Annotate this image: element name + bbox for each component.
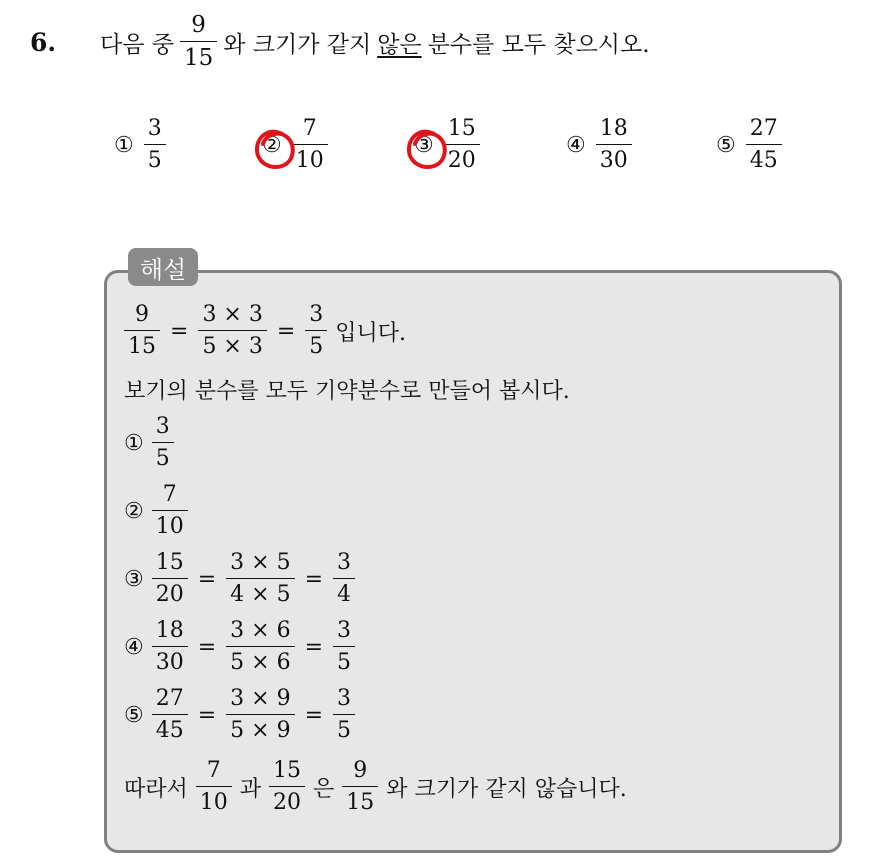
equals-sign: = bbox=[276, 318, 296, 344]
conclusion-text: 와 크기가 같지 않습니다. bbox=[386, 776, 627, 802]
fraction-denominator: 15 bbox=[180, 41, 217, 70]
fraction-denominator: 20 bbox=[269, 786, 305, 814]
fraction-numerator: 15 bbox=[273, 758, 302, 783]
fraction-denominator: 5 bbox=[333, 714, 355, 742]
fraction-numerator: 3 bbox=[337, 686, 352, 711]
fraction-denominator: 5 bbox=[144, 144, 166, 172]
fraction bbox=[152, 620, 188, 674]
fraction bbox=[226, 552, 294, 606]
option-1[interactable] bbox=[114, 118, 166, 172]
option-5[interactable] bbox=[716, 118, 782, 172]
fraction-numerator: 3 × 5 bbox=[230, 550, 291, 575]
row-marker: ① bbox=[124, 430, 144, 456]
fraction-denominator: 15 bbox=[342, 786, 378, 814]
fraction-numerator: 3 bbox=[337, 550, 352, 575]
explanation-row-2 bbox=[124, 484, 188, 538]
fraction-denominator: 15 bbox=[124, 330, 160, 358]
explanation-line-2: 보기의 분수를 모두 기약분수로 만들어 봅시다. bbox=[124, 379, 570, 404]
option-fraction bbox=[596, 118, 632, 172]
explanation-row-3 bbox=[124, 552, 355, 606]
fraction-numerator: 18 bbox=[599, 116, 628, 141]
question-mid: 와 크기가 같지 bbox=[223, 31, 372, 58]
fraction-numerator: 15 bbox=[155, 550, 184, 575]
fraction-numerator: 3 × 6 bbox=[230, 618, 291, 643]
conclusion-text: 은 bbox=[313, 776, 335, 802]
fraction-numerator: 9 bbox=[191, 12, 206, 38]
question-fraction bbox=[180, 14, 217, 70]
fraction bbox=[269, 760, 305, 814]
line-text: 입니다. bbox=[335, 320, 407, 346]
equals-sign: = bbox=[170, 318, 189, 344]
fraction bbox=[196, 760, 232, 814]
red-circle-mark-icon bbox=[252, 126, 298, 172]
fraction-denominator: 20 bbox=[152, 578, 188, 606]
question-underlined: 않은 bbox=[377, 31, 422, 58]
question-text bbox=[100, 14, 650, 70]
fraction-numerator: 3 × 9 bbox=[230, 686, 291, 711]
fraction-denominator: 45 bbox=[746, 144, 782, 172]
row-marker: ④ bbox=[124, 634, 144, 660]
fraction-denominator: 4 × 5 bbox=[226, 578, 294, 606]
fraction bbox=[152, 552, 188, 606]
fraction-numerator: 3 × 3 bbox=[202, 302, 263, 327]
conclusion-text: 과 bbox=[239, 776, 262, 802]
option-marker: ④ bbox=[566, 132, 586, 158]
fraction-numerator: 18 bbox=[155, 618, 184, 643]
fraction bbox=[333, 620, 355, 674]
equals-sign: = bbox=[197, 634, 217, 660]
fraction-numerator: 3 bbox=[337, 618, 352, 643]
fraction-numerator: 15 bbox=[447, 116, 476, 141]
fraction bbox=[198, 304, 266, 358]
fraction-denominator: 5 bbox=[152, 442, 174, 470]
explanation-row-1 bbox=[124, 416, 174, 470]
fraction bbox=[226, 620, 294, 674]
explanation-conclusion bbox=[124, 760, 627, 814]
option-marker: ② bbox=[262, 132, 282, 158]
fraction-denominator: 5 × 3 bbox=[198, 330, 266, 358]
fraction bbox=[226, 688, 294, 742]
row-marker: ③ bbox=[124, 566, 144, 592]
fraction-denominator: 45 bbox=[152, 714, 188, 742]
fraction bbox=[152, 416, 174, 470]
fraction bbox=[305, 304, 327, 358]
fraction bbox=[333, 552, 355, 606]
question-number: 6. bbox=[30, 28, 57, 57]
fraction-numerator: 9 bbox=[353, 758, 368, 783]
fraction-numerator: 3 bbox=[147, 116, 162, 141]
equals-sign: = bbox=[197, 566, 217, 592]
red-circle-mark-icon bbox=[404, 126, 450, 172]
fraction-denominator: 10 bbox=[292, 144, 328, 172]
fraction bbox=[342, 760, 378, 814]
fraction-denominator: 10 bbox=[196, 786, 232, 814]
fraction bbox=[152, 688, 188, 742]
fraction-numerator: 27 bbox=[749, 116, 778, 141]
equals-sign: = bbox=[304, 566, 324, 592]
conclusion-text: 따라서 bbox=[124, 776, 188, 802]
fraction-denominator: 5 × 9 bbox=[226, 714, 294, 742]
fraction-numerator: 7 bbox=[162, 482, 177, 507]
equals-sign: = bbox=[304, 702, 324, 728]
explanation-row-5 bbox=[124, 688, 355, 742]
option-fraction bbox=[144, 118, 166, 172]
fraction-denominator: 10 bbox=[152, 510, 188, 538]
fraction-denominator: 30 bbox=[596, 144, 632, 172]
explanation-line-1 bbox=[124, 304, 406, 358]
fraction-denominator: 5 × 6 bbox=[226, 646, 294, 674]
fraction-numerator: 9 bbox=[135, 302, 149, 327]
row-marker: ⑤ bbox=[124, 702, 144, 728]
fraction-numerator: 3 bbox=[155, 414, 170, 439]
fraction-denominator: 30 bbox=[152, 646, 188, 674]
fraction bbox=[152, 484, 188, 538]
option-marker: ⑤ bbox=[716, 132, 736, 158]
explanation-tag: 해설 bbox=[128, 248, 198, 286]
equals-sign: = bbox=[304, 634, 324, 660]
option-marker: ③ bbox=[414, 132, 434, 158]
fraction-numerator: 7 bbox=[302, 116, 317, 141]
question-suffix: 분수를 모두 찾으시오. bbox=[427, 31, 650, 58]
fraction-numerator: 27 bbox=[155, 686, 184, 711]
option-4[interactable] bbox=[566, 118, 632, 172]
option-marker: ① bbox=[114, 132, 134, 158]
fraction-denominator: 20 bbox=[444, 144, 480, 172]
fraction bbox=[124, 304, 160, 358]
fraction-denominator: 4 bbox=[333, 578, 355, 606]
explanation-row-4 bbox=[124, 620, 355, 674]
row-marker: ② bbox=[124, 498, 144, 524]
equals-sign: = bbox=[197, 702, 217, 728]
fraction-numerator: 7 bbox=[206, 758, 221, 783]
fraction-numerator: 3 bbox=[309, 302, 324, 327]
fraction-denominator: 5 bbox=[333, 646, 355, 674]
fraction-denominator: 5 bbox=[305, 330, 327, 358]
fraction bbox=[333, 688, 355, 742]
option-fraction bbox=[746, 118, 782, 172]
question-prefix: 다음 중 bbox=[100, 31, 174, 58]
